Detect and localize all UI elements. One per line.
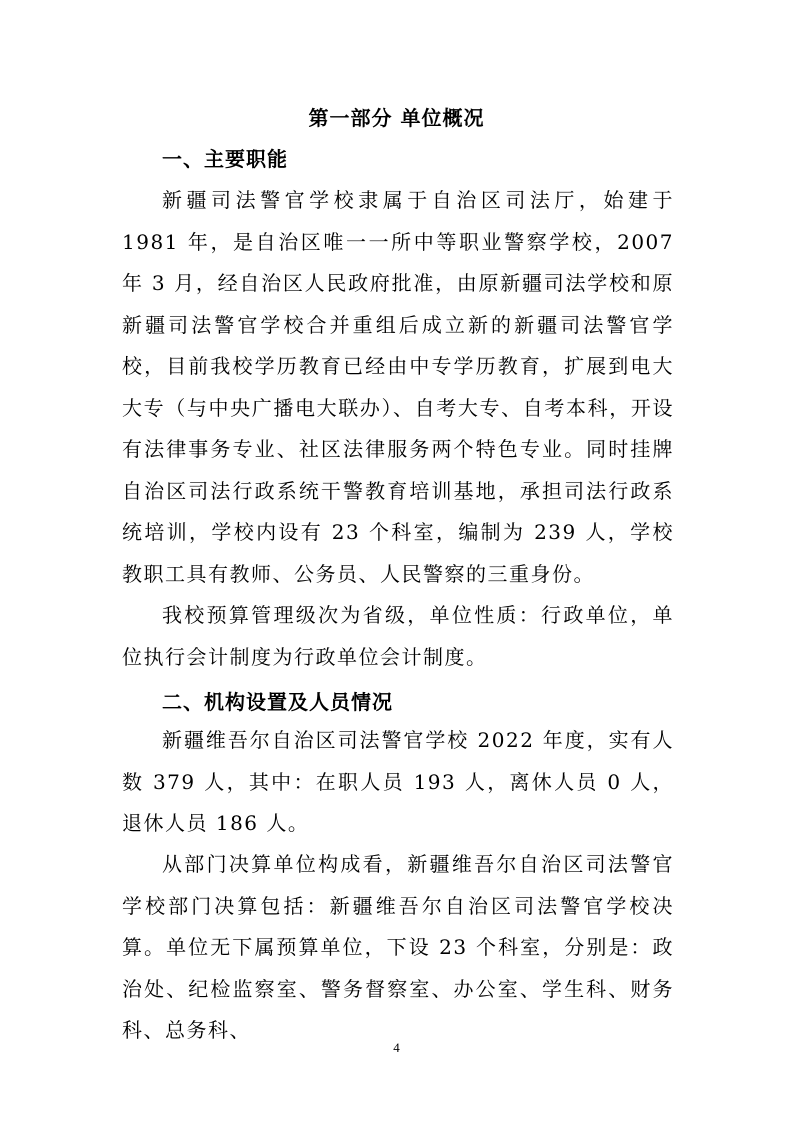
paragraph-school-overview: 新疆司法警官学校隶属于自治区司法厅，始建于 1981 年，是自治区唯一一所中等职业警察学校，2007 年 3 月，经自治区人民政府批准，由原新疆司法学校和原新疆司法警官学校合并重组后成立新的新疆司法警官学校，目前我校学历教育已经由中专学历教育，扩展到电大大专（与中央广播电大联办）、自考大专、自考本科，开设有法律事务专业、社区法律服务两个特色专业。同时挂牌自治区司法行政系统干警教育培训基地，承担司法行政系统培训，学校内设有 23 个科室，编制为 239 人，学校教职工具有教师、公务员、人民警察的三重身份。: [122, 188, 674, 586]
page-number: 4: [393, 1040, 400, 1055]
paragraph-staff-numbers: 新疆维吾尔自治区司法警官学校 2022 年度，实有人数 379 人，其中：在职人员 193 人，离休人员 0 人，退休人员 186 人。: [122, 728, 674, 835]
section-heading-organization-staff: 二、机构设置及人员情况: [162, 690, 393, 714]
section-heading-main-functions: 一、主要职能: [162, 147, 288, 171]
paragraph-budget-level: 我校预算管理级次为省级，单位性质：行政单位，单位执行会计制度为行政单位会计制度。: [122, 603, 674, 669]
page-title: 第一部分 单位概况: [308, 106, 485, 130]
paragraph-department-composition: 从部门决算单位构成看，新疆维吾尔自治区司法警官学校部门决算包括：新疆维吾尔自治区司法警官学校决算。单位无下属预算单位，下设 23 个科室，分别是：政治处、纪检监察室、警务督察室、办公室、学生科、财务科、总务科、: [122, 852, 674, 1042]
